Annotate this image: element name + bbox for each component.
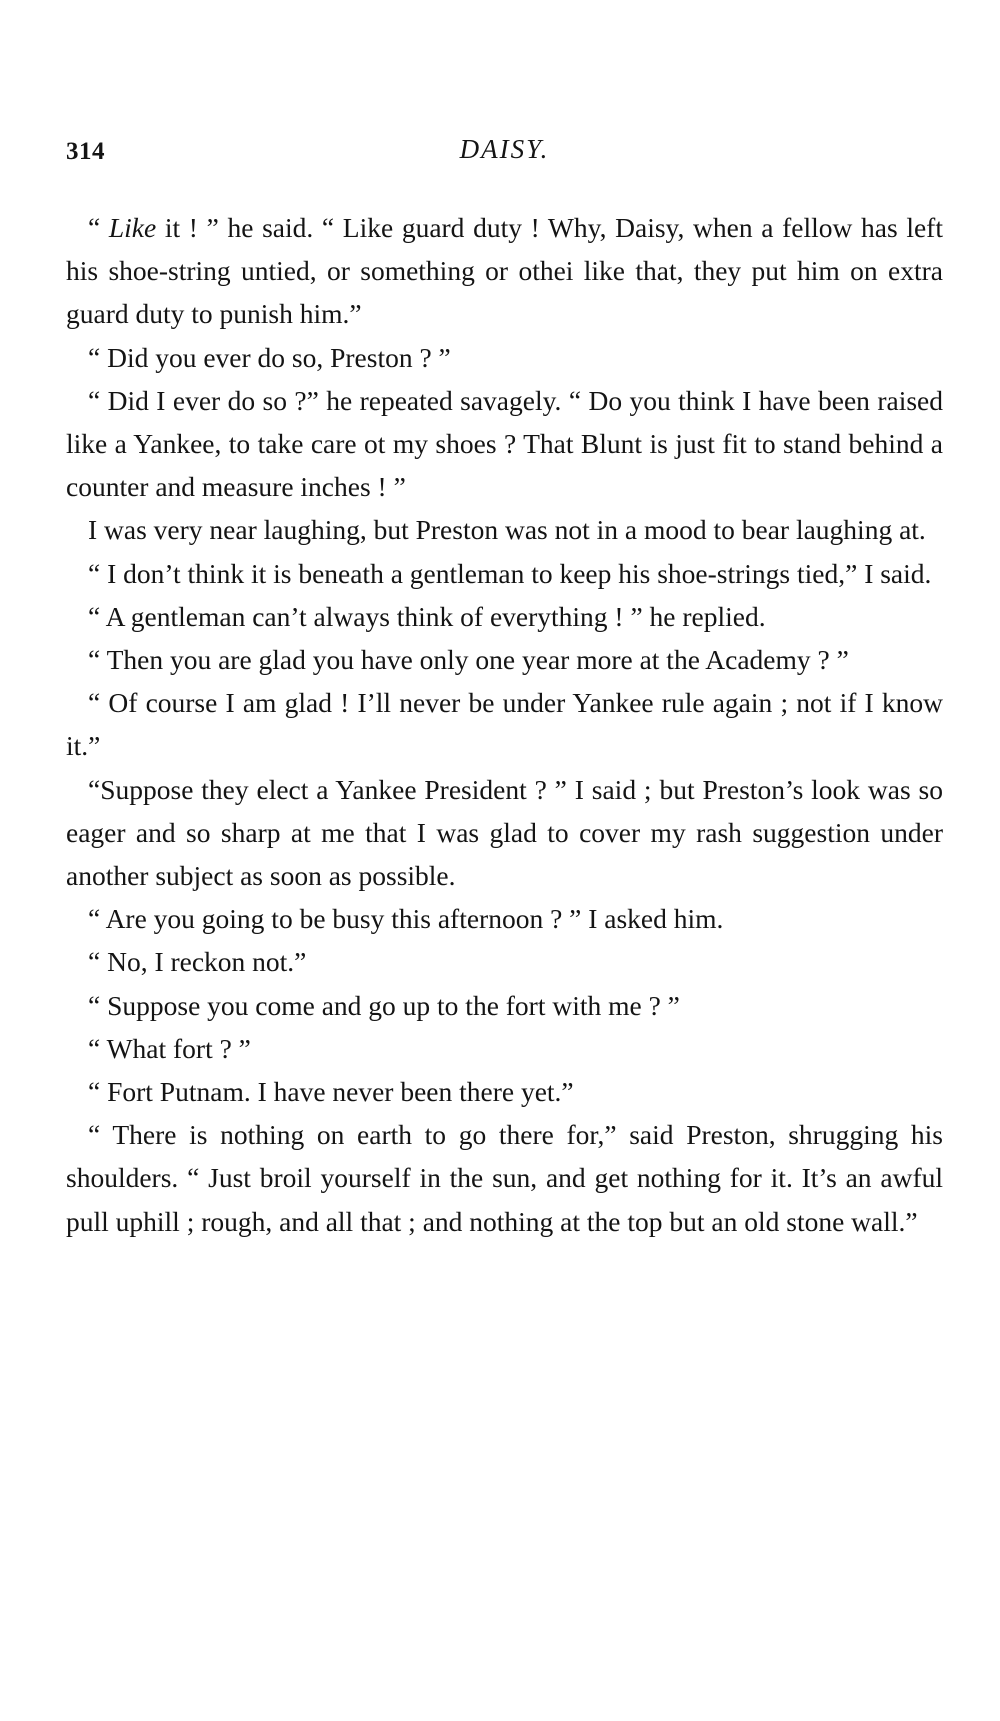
- paragraph-text: it ! ” he said. “ Like guard duty ! Why, Daisy, when a fellow has left his shoe-string untied, or something or othei like that, they put him on extra guard duty to punish him.”: [66, 212, 943, 330]
- paragraph-7: “ Then you are glad you have only one year more at the Academy ? ”: [88, 644, 849, 676]
- body-text: [66, 206, 943, 1243]
- paragraph-10: “ Are you going to be busy this afternoon ? ” I asked him.: [88, 903, 724, 935]
- paragraph-4: I was very near laughing, but Preston was not in a mood to bear laughing at.: [88, 514, 926, 546]
- paragraph-11: “ No, I reckon not.”: [88, 946, 307, 978]
- paragraph-3: “ Did I ever do so ?” he repeated savagely. “ Do you think I have been raised like a Yankee, to take care ot my shoes ? That Blunt is just fit to stand behind a counter and measure inches ! ”: [66, 384, 943, 503]
- paragraph-12: “ Suppose you come and go up to the fort with me ? ”: [88, 989, 680, 1021]
- page-header: [66, 134, 943, 178]
- paragraph-13: “ What fort ? ”: [88, 1032, 251, 1064]
- running-title: DAISY.: [459, 134, 550, 164]
- paragraph-9: “Suppose they elect a Yankee President ? ” I said ; but Preston’s look was so eager and so sharp at me that I was glad to cover my rash suggestion under another subject as soon as possible.: [66, 773, 943, 892]
- paragraph-1: [66, 206, 943, 336]
- paragraph-15: “ There is nothing on earth to go there for,” said Preston, shrugging his shoulders. “ Just broil yourself in the sun, and get nothing for it. It’s an awful pull uphill ; rough, and all that ; and nothing at the top but an old stone wall.”: [66, 1119, 943, 1237]
- paragraph-6: “ A gentleman can’t always think of everything ! ” he replied.: [88, 600, 766, 632]
- open-quote: “: [88, 212, 109, 243]
- italic-emphasis: Like: [108, 212, 157, 243]
- paragraph-2: “ Did you ever do so, Preston ? ”: [88, 341, 451, 373]
- page-number: 314: [66, 138, 105, 165]
- paragraph-8: “ Of course I am glad ! I’ll never be under Yankee rule again ; not if I know it.”: [66, 687, 943, 762]
- paragraph-5: “ I don’t think it is beneath a gentleman to keep his shoe-strings tied,” I said.: [88, 557, 932, 589]
- paragraph-14: “ Fort Putnam. I have never been there yet.”: [88, 1076, 574, 1108]
